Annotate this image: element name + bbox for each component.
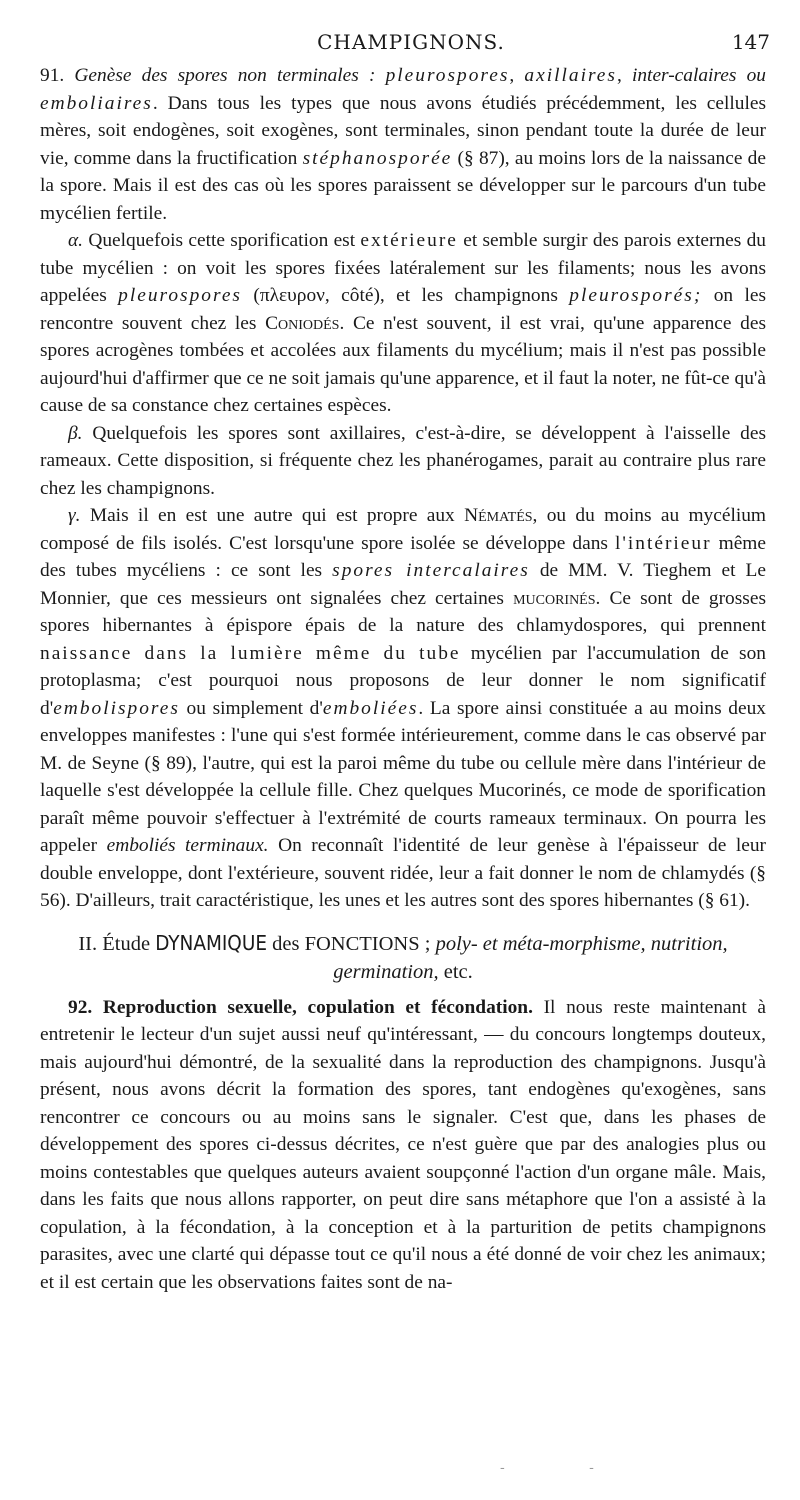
- paragraph-92: 92. Reproduction sexuelle, copulation et fécondation. Il nous reste maintenant à entretenir le lecteur d'un sujet aussi neuf qu'intéressant, — du concours longtemps douteux, mais aujourd'hui démontré, de la sexualité dans la reproduction des champignons. Jusqu'à présent, nous avons décrit la formation des spores, tant endogènes qu'exogènes, sans rencontrer ce concours ou au moins sans le signaler. C'est que, dans les phases de développement des spores ci-dessus décrites, ce n'est guère que par des analogies plus ou moins contestables que quelques auteurs avaient soupçonné l'action d'un organe mâle. Mais, dans les faits que nous allons rapporter, on peut dire sans métaphore que l'on a assisté à la copulation, à la fécondation, à la conception et à la parturition de petits champignons parasites, avec une clarté qui dépasse tout ce qu'il nous a été donné de voir chez les animaux; et il est certain que les observations faites sont de na-: [40, 996, 767, 1293]
- page-number: 147: [731, 30, 770, 54]
- paragraph-gamma: γ. Mais il en est une autre qui est propre aux Nématés, ou du moins au mycélium composé de fils isolés. C'est lorsqu'une spore isolée se développe dans l'intérieur même des tubes mycéliens : ce sont les spores intercalaires de MM. V. Tieghem et Le Monnier, que ces messieurs ont signalées chez certaines mucorinés. Ce sont de grosses spores hibernantes à épispore épais de la nature des chlamydospores, qui prennent naissance dans la lumière même du tube mycélien par l'accumulation de son protoplasma; c'est pourquoi nous proposons de leur donner le nom significatif d'embolispores ou simplement d'emboliées. La spore ainsi constituée a au moins deux enveloppes manifestes : l'une qui s'est formée intérieurement, comme dans le cas observé par M. de Seyne (§ 89), l'autre, qui est la paroi même du tube ou cellule mère dans l'intérieur de laquelle s'est développée la cellule fille. Chez quelques Mucorinés, ce mode de sporification paraît même pouvoir s'effectuer à l'extrémité de courts rameaux terminaux. On pourra les appeler emboliés terminaux. On reconnaît l'identité de leur genèse à l'épaisseur de leur double enveloppe, dont l'extérieure, souvent ridée, leur a fait donner le nom de chlamydés (§ 56). D'ailleurs, trait caractéristique, les unes et les autres sont des spores hibernantes (§ 61).: [40, 505, 766, 911]
- section-title: II. Étude DYNAMIQUE des FONCTIONS ; poly- et méta-morphisme, nutrition, germination, etc.: [78, 930, 728, 983]
- paragraph-alpha: α. Quelquefois cette sporification est extérieure et semble surgir des parois externes du tube mycélien : on voit les spores fixées latéralement sur les filaments; nous les avons appelées pleurospores (πλευρον, côté), et les champignons pleurosporés; on les rencontre souvent chez les Coniodés. Ce n'est souvent, il est vrai, qu'une apparence des spores acrogènes tombées et accolées aux filaments du mycélium; mais il n'est pas possible aujourd'hui d'affirmer que ce ne soit jamais qu'une apparence, et il faut la noter, ne fût-ce qu'à cause de sa constance chez certaines espèces.: [40, 230, 767, 416]
- section-heading: Genèse des spores non terminales :: [74, 65, 376, 86]
- section-number: 91.: [40, 65, 65, 86]
- body-text: [40, 62, 766, 1296]
- running-title: CHAMPIGNONS.: [317, 30, 505, 54]
- page-header: [52, 30, 770, 58]
- paragraph-91: 91. Genèse des spores non terminales : pleurospores, axillaires, inter-calaires ou emboliaires. Dans tous les types que nous avons étudiés précédemment, les cellules mères, soit endogènes, soit exogènes, sont terminales, sinon pendant toute la durée de leur vie, comme dans la fructification stéphanosporée (§ 87), au moins lors de la naissance de la spore. Mais il est des cas où les spores paraissent se développer sur le parcours d'un tube mycélien fertile.: [40, 65, 767, 224]
- paragraph-beta: β. Quelquefois les spores sont axillaires, c'est-à-dire, se développent à l'aisselle des rameaux. Cette disposition, si fréquente chez les phanérogames, parait au contraire plus rare chez les champignons.: [40, 422, 766, 499]
- footer-marks: - -: [500, 1460, 634, 1476]
- section-number: 92.: [68, 996, 93, 1018]
- section-heading: Reproduction sexuelle, copulation et fécondation.: [102, 996, 533, 1018]
